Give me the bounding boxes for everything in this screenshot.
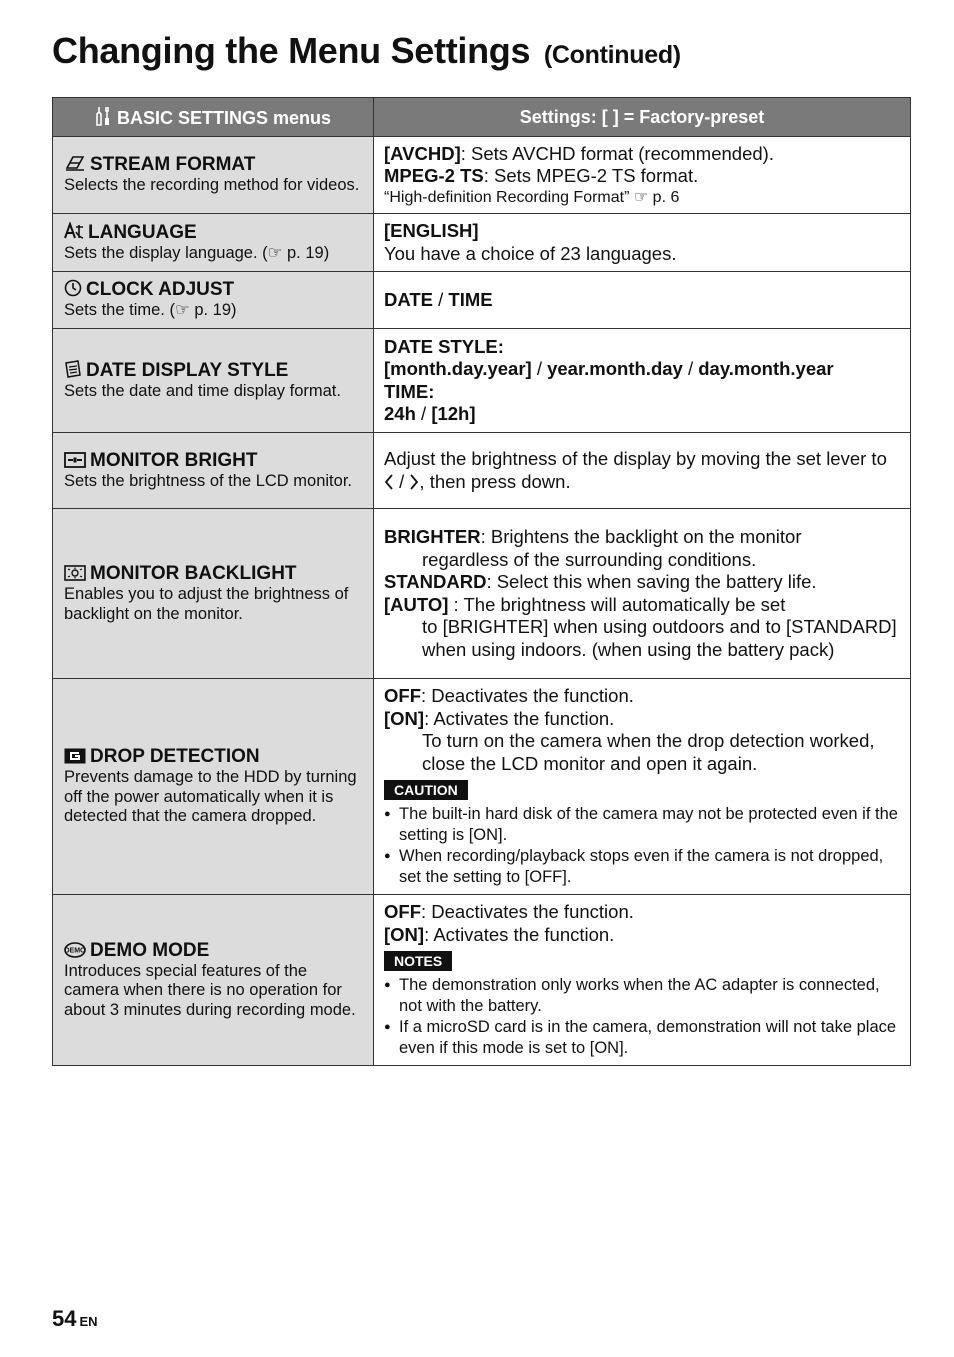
monitor-bright-settings: Adjust the brightness of the display by moving the set lever to / , then press down. [374, 433, 911, 509]
language-cell [53, 214, 374, 272]
monitor-bright-desc: Sets the brightness of the LCD monitor. [64, 471, 352, 490]
list-item: ● The demonstration only works when the AC adapter is connected, not with the battery. [384, 975, 900, 1017]
table-row [53, 679, 911, 895]
language-icon [64, 222, 84, 240]
date-display-icon [64, 359, 82, 378]
clock-icon [64, 279, 82, 297]
monitor-backlight-cell [53, 509, 374, 679]
header-menus-label: BASIC SETTINGS menus [116, 107, 332, 128]
stream-format-ref: “High-definition Recording Format” ☞ p. 6 [384, 188, 680, 206]
monitor-bright-title: MONITOR BRIGHT [64, 450, 363, 472]
date-display-style-settings: DATE STYLE: [month.day.year] / year.month.day / day.month.year TIME: 24h / [12h] [374, 329, 911, 433]
title-continued: (Continued) [543, 41, 681, 69]
table-row [53, 214, 911, 272]
table-row [53, 509, 911, 679]
table-header-row [53, 98, 911, 137]
wrench-screwdriver-icon [95, 106, 113, 126]
chevron-left-icon [384, 474, 394, 490]
basic-settings-table [52, 97, 911, 1066]
date-display-style-cell [53, 329, 374, 433]
monitor-bright-icon [64, 452, 86, 468]
list-item: ● The built-in hard disk of the camera may not be protected even if the setting is [ON]. [384, 804, 900, 846]
list-item: ● If a microSD card is in the camera, demonstration will not take place even if this mode is set to [ON]. [384, 1017, 900, 1059]
table-row [53, 272, 911, 329]
header-menus [53, 98, 374, 137]
clock-adjust-title: CLOCK ADJUST [64, 279, 363, 301]
stream-format-cell [53, 137, 374, 214]
page-number: 54 EN [52, 1306, 98, 1331]
language-title: LANGUAGE [64, 222, 363, 244]
header-settings: Settings: [ ] = Factory-preset [374, 98, 911, 137]
monitor-backlight-icon [64, 565, 86, 581]
stream-format-desc: Selects the recording method for videos. [64, 176, 360, 195]
clock-adjust-settings: DATE / TIME [374, 272, 911, 329]
chevron-right-icon [409, 474, 419, 490]
monitor-backlight-title: MONITOR BACKLIGHT [64, 563, 363, 585]
list-item: ● When recording/playback stops even if the camera is not dropped, set the setting to [OFF]. [384, 846, 900, 888]
date-display-style-title: DATE DISPLAY STYLE [64, 359, 363, 382]
stream-format-settings: [AVCHD]: Sets AVCHD format (recommended). MPEG-2 TS: Sets MPEG-2 TS format. “High-definition Recording Format” ☞ p. 6 [374, 137, 911, 214]
drop-detection-cell [53, 679, 374, 895]
date-display-style-desc: Sets the date and time display format. [64, 382, 341, 401]
demo-mode-settings: OFF: Deactivates the function. [ON]: Activates the function. NOTES ● The demonstration only works when the AC adapter is connected, not with the battery. ● If a microSD card is in the camera, demonstration will not take place even if this mode is set to [ON]. [374, 895, 911, 1066]
clock-adjust-desc: Sets the time. (☞ p. 19) [64, 301, 237, 320]
table-row [53, 137, 911, 214]
language-settings: [ENGLISH] You have a choice of 23 languages. [374, 214, 911, 272]
monitor-bright-cell [53, 433, 374, 509]
monitor-backlight-settings: BRIGHTER: Brightens the backlight on the monitor regardless of the surrounding conditions. STANDARD: Select this when saving the battery life. [AUTO] : The brightness will automatically be set to [BRIGHTER] when using outdoors and to [STANDARD] when using indoors. (when using the battery pack) [374, 509, 911, 679]
stream-format-icon [64, 154, 86, 172]
table-row [53, 329, 911, 433]
caution-badge: CAUTION [384, 780, 468, 800]
demo-mode-title: DEMO DEMO MODE [64, 939, 210, 961]
stream-format-title: STREAM FORMAT [64, 154, 363, 176]
page-title [52, 30, 681, 72]
table-row [53, 433, 911, 509]
drop-detection-desc: Prevents damage to the HDD by turning off the power automatically when it is detected that the camera dropped. [64, 768, 357, 826]
monitor-backlight-desc: Enables you to adjust the brightness of backlight on the monitor. [64, 585, 349, 623]
drop-detection-settings: OFF: Deactivates the function. [ON]: Activates the function. To turn on the camera when the drop detection worked, close the LCD monitor and open it again. CAUTION ● The built-in hard disk of the camera may not be protected even if the setting is [ON]. ● When recording/playback stops even if the camera is not dropped, set the setting to [OFF]. [374, 679, 911, 895]
drop-detection-title: DROP DETECTION [64, 746, 363, 768]
clock-adjust-cell [53, 272, 374, 329]
table-row [53, 895, 911, 1066]
demo-mode-cell [53, 895, 374, 1066]
demo-mode-icon [64, 942, 86, 958]
language-desc: Sets the display language. (☞ p. 19) [64, 243, 330, 262]
title-main: Changing the Menu Settings [52, 30, 531, 71]
notes-badge: NOTES [384, 951, 452, 971]
demo-mode-desc: Introduces special features of the camera when there is no operation for about 3 minutes during recording mode. [64, 961, 356, 1019]
drop-detection-icon [64, 748, 86, 764]
svg-text:DEMO: DEMO [64, 947, 86, 955]
